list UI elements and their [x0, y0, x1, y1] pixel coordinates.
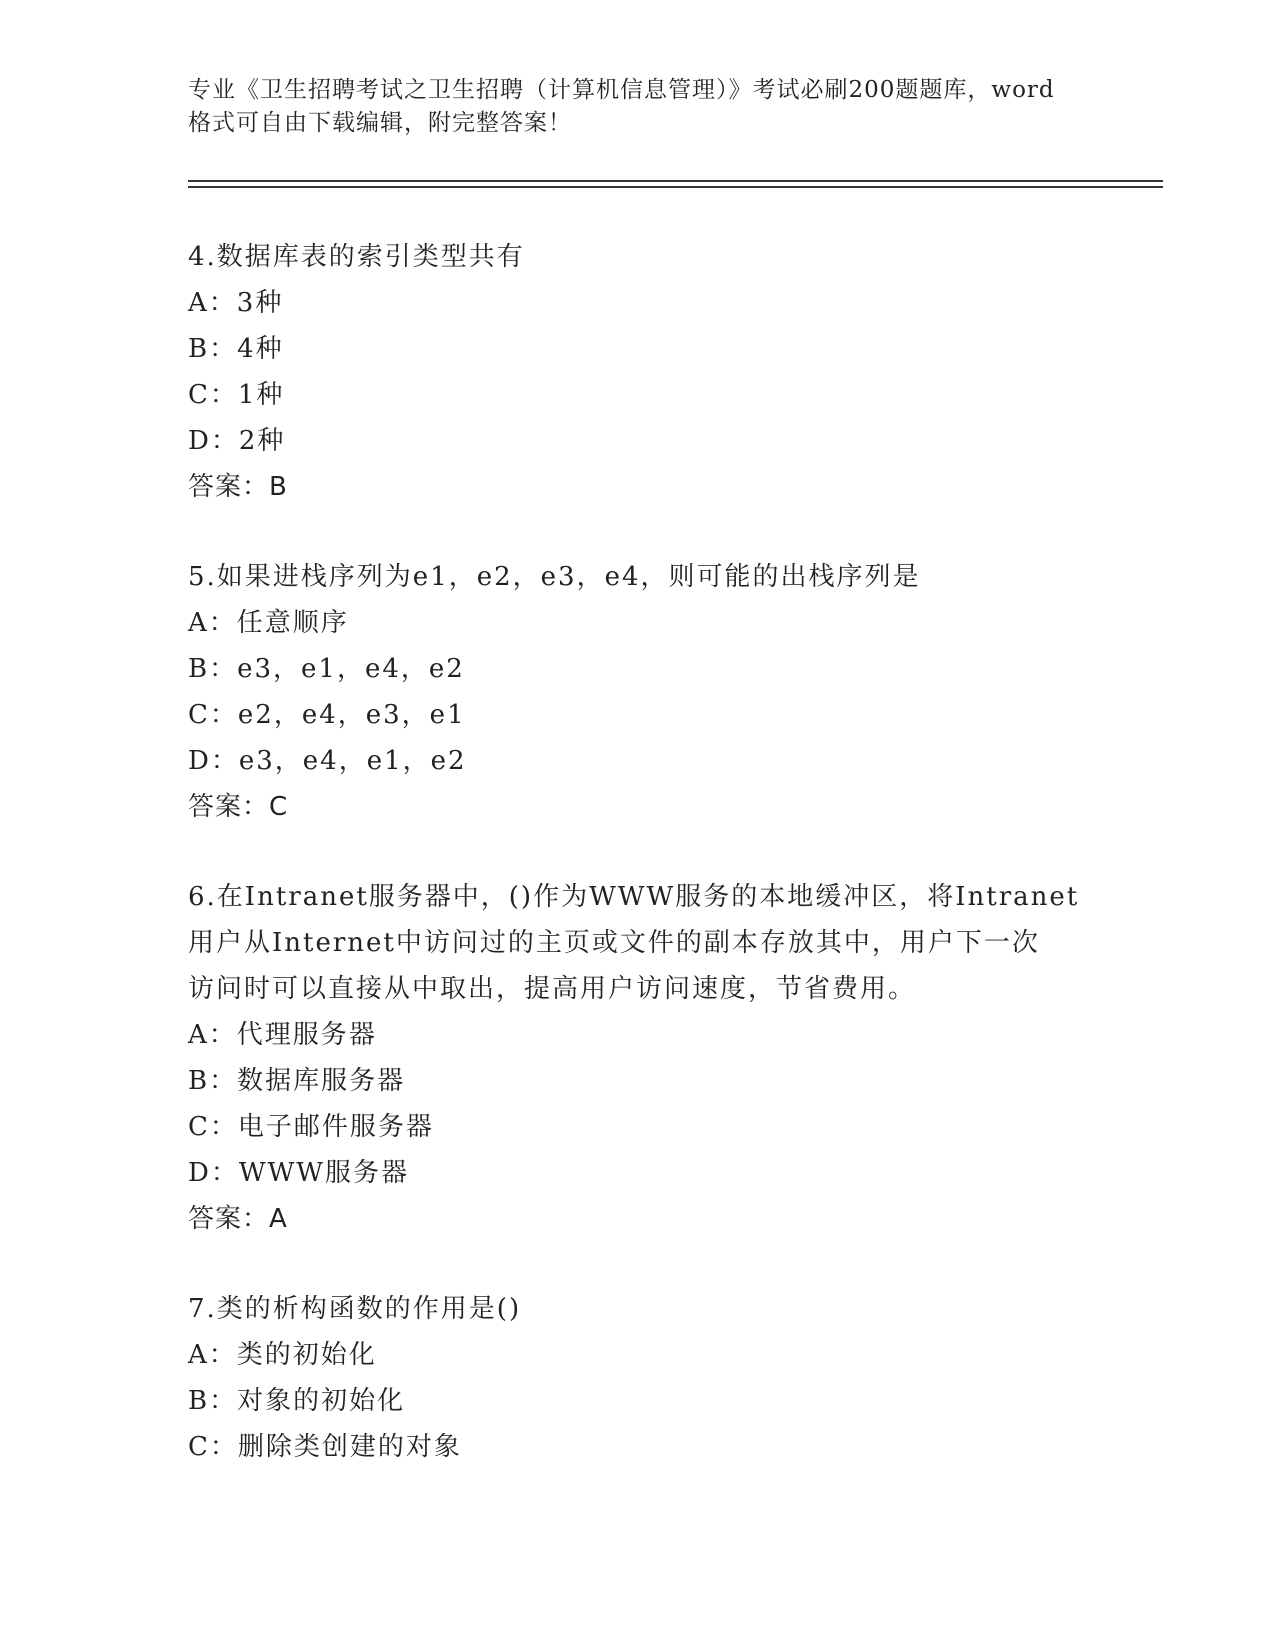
question-text-line-1: 6.在Intranet服务器中，()作为WWW服务的本地缓冲区，将Intranet: [188, 882, 1080, 912]
question-block-4: [188, 234, 1088, 510]
option-a: A：类的初始化: [188, 1340, 377, 1370]
question-block-5: [188, 554, 1088, 830]
document-header: [188, 74, 1088, 140]
option-b: B：e3，e1，e4，e2: [188, 654, 465, 684]
option-c: C：1种: [188, 380, 285, 410]
option-c: C：e2，e4，e3，e1: [188, 700, 466, 730]
option-b: B：对象的初始化: [188, 1386, 406, 1416]
question-text-line-2: 用户从Internet中访问过的主页或文件的副本存放其中，用户下一次: [188, 928, 1040, 958]
option-b: B：数据库服务器: [188, 1066, 406, 1096]
question-block-6: [188, 874, 1088, 1242]
header-divider-top: [188, 180, 1163, 182]
header-title-line-2: 格式可自由下载编辑，附完整答案！: [188, 110, 572, 136]
question-block-7: [188, 1286, 1088, 1470]
question-text: 7.类的析构函数的作用是(): [188, 1294, 522, 1324]
option-d: D：WWW服务器: [188, 1158, 410, 1188]
question-text: 4.数据库表的索引类型共有: [188, 242, 525, 272]
question-text: 5.如果进栈序列为e1，e2，e3，e4，则可能的出栈序列是: [188, 562, 921, 592]
answer-label: 答案：B: [188, 472, 288, 502]
answer-label: 答案：A: [188, 1204, 288, 1234]
option-c: C：删除类创建的对象: [188, 1432, 462, 1462]
option-d: D：e3，e4，e1，e2: [188, 746, 467, 776]
option-a: A：3种: [188, 288, 284, 318]
option-c: C：电子邮件服务器: [188, 1112, 434, 1142]
option-d: D：2种: [188, 426, 286, 456]
header-title-line-1: 专业《卫生招聘考试之卫生招聘（计算机信息管理）》考试必刷200题题库，word: [188, 77, 1055, 103]
option-b: B：4种: [188, 334, 284, 364]
header-divider-bottom: [188, 186, 1163, 188]
answer-label: 答案：C: [188, 792, 289, 822]
option-a: A：任意顺序: [188, 608, 349, 638]
question-text-line-3: 访问时可以直接从中取出，提高用户访问速度，节省费用。: [188, 974, 917, 1004]
option-a: A：代理服务器: [188, 1020, 377, 1050]
